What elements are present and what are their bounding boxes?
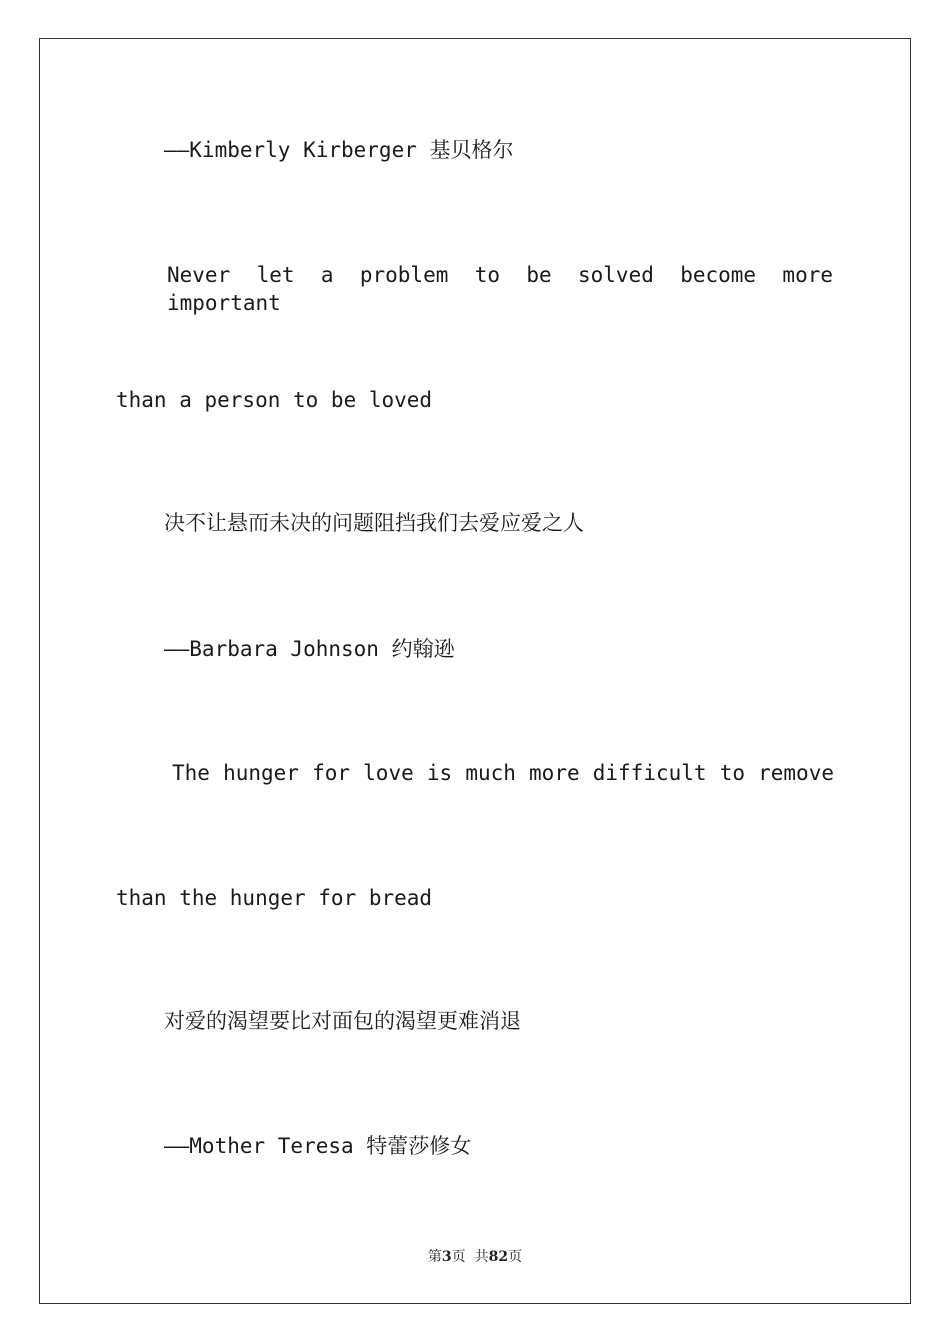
quote-hunger-chinese: 对爱的渴望要比对面包的渴望更难消退 (164, 1009, 521, 1033)
quote-problem-line-1: Never let a problem to be solved become more important (167, 263, 833, 315)
page-frame (39, 38, 911, 1304)
footer-suffix: 页 (508, 1249, 523, 1265)
quote-hunger-line-1: The hunger for love is much more difficult to remove (172, 761, 834, 785)
footer-mid: 页 共 (451, 1249, 489, 1265)
attribution-teresa: ——Mother Teresa 特蕾莎修女 (164, 1134, 472, 1158)
quote-problem-chinese: 决不让悬而未决的问题阻挡我们去爱应爱之人 (164, 511, 584, 535)
footer-total-pages: 82 (488, 1249, 509, 1265)
quote-hunger-line-2: than the hunger for bread (116, 886, 433, 910)
footer-prefix: 第 (427, 1249, 442, 1265)
footer-current-page: 3 (441, 1249, 452, 1265)
quote-problem-line-2: than a person to be loved (116, 388, 433, 412)
attribution-johnson: ——Barbara Johnson 约翰逊 (164, 637, 455, 661)
page-number-footer (0, 1246, 950, 1266)
attribution-kirberger: ——Kimberly Kirberger 基贝格尔 (164, 138, 514, 162)
